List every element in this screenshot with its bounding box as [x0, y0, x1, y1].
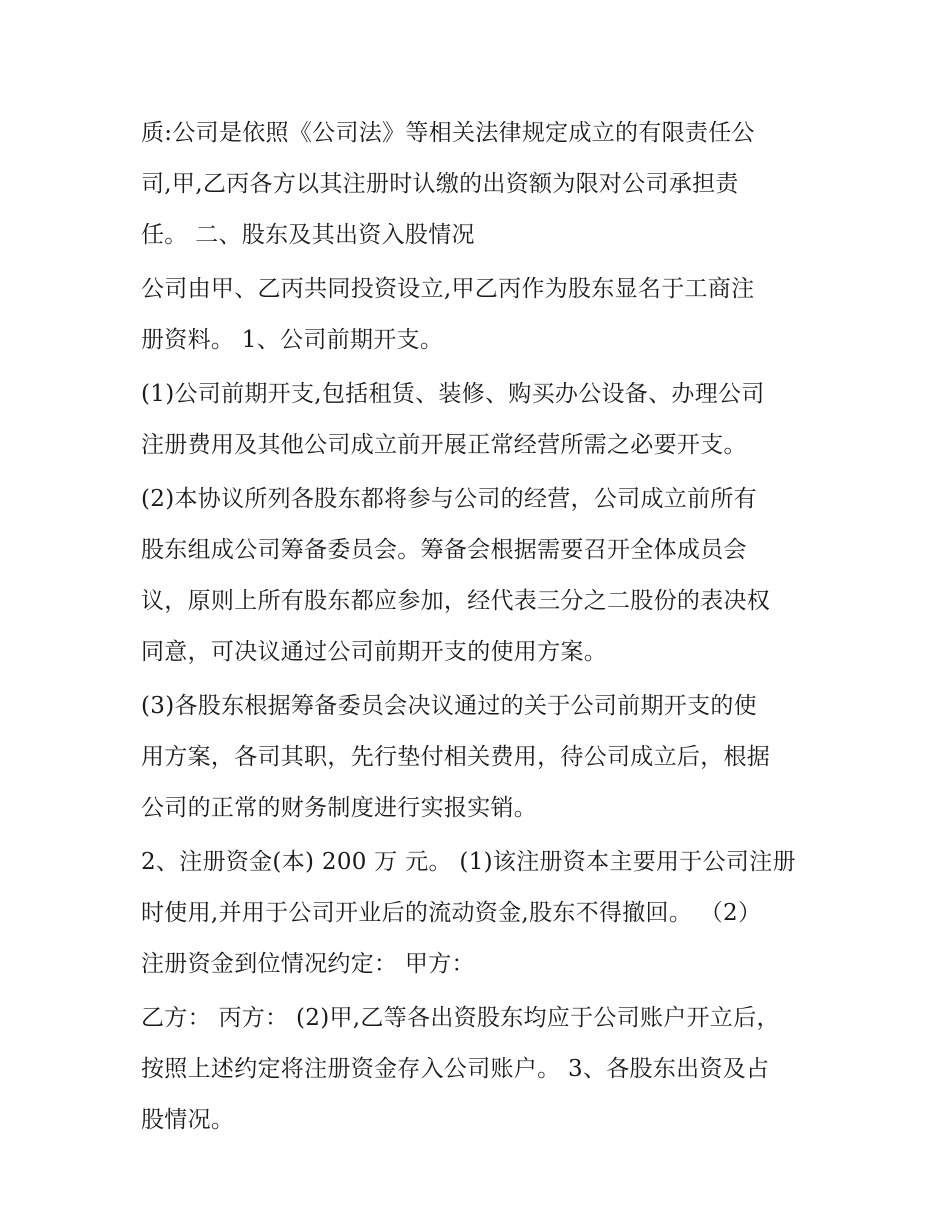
text-line: 2、注册资金(本) 200 万 元。 (1)该注册资本主要用于公司注册 — [141, 849, 796, 875]
paragraph-expense-1 — [141, 369, 821, 471]
text-line: 公司的正常的财务制度进行实报实销。 — [141, 795, 538, 821]
text-line: 按照上述约定将注册资金存入公司账户。 3、各股东出资及占 — [141, 1056, 770, 1082]
text-line: (1)公司前期开支,包括租赁、装修、购买办公设备、办理公司 — [141, 381, 765, 407]
text-line: 册资料。 1、公司前期开支。 — [141, 327, 444, 353]
text-line: 注册费用及其他公司成立前开展正常经营所需之必要开支。 — [141, 432, 747, 458]
text-line: 用方案，各司其职，先行垫付相关费用，待公司成立后，根据 — [141, 744, 771, 770]
paragraph-shareholders — [141, 264, 821, 366]
text-line: 股情况。 — [141, 1107, 235, 1133]
text-line: 议，原则上所有股东都应参加，经代表三分之二股份的表决权 — [141, 588, 771, 614]
text-line: 质:公司是依照《公司法》等相关法律规定成立的有限责任公 — [141, 120, 755, 146]
paragraph-capital-deposit — [141, 993, 821, 1146]
document-body — [141, 108, 821, 1149]
text-line: 股东组成公司筹备委员会。筹备会根据需要召开全体成员会 — [141, 537, 747, 563]
text-line: (2)本协议所列各股东都将参与公司的经营，公司成立前所有 — [141, 486, 757, 512]
text-line: 任。 二、股东及其出资入股情况 — [141, 222, 475, 248]
paragraph-registered-capital — [141, 837, 821, 990]
paragraph-expense-2 — [141, 474, 821, 678]
text-line: 同意，可决议通过公司前期开支的使用方案。 — [141, 639, 607, 665]
text-line: 时使用,并用于公司开业后的流动资金,股东不得撤回。 （2） — [141, 900, 762, 926]
text-line: (3)各股东根据筹备委员会决议通过的关于公司前期开支的使 — [141, 693, 757, 719]
text-line: 司,甲,乙丙各方以其注册时认缴的出资额为限对公司承担责 — [141, 171, 739, 197]
text-line: 乙方： 丙方： (2)甲,乙等各出资股东均应于公司账户开立后， — [141, 1005, 780, 1031]
text-line: 注册资金到位情况约定： 甲方： — [141, 951, 475, 977]
text-line: 公司由甲、乙丙共同投资设立,甲乙丙作为股东显名于工商注 — [141, 276, 755, 302]
paragraph-expense-3 — [141, 681, 821, 834]
paragraph-company-nature — [141, 108, 821, 261]
